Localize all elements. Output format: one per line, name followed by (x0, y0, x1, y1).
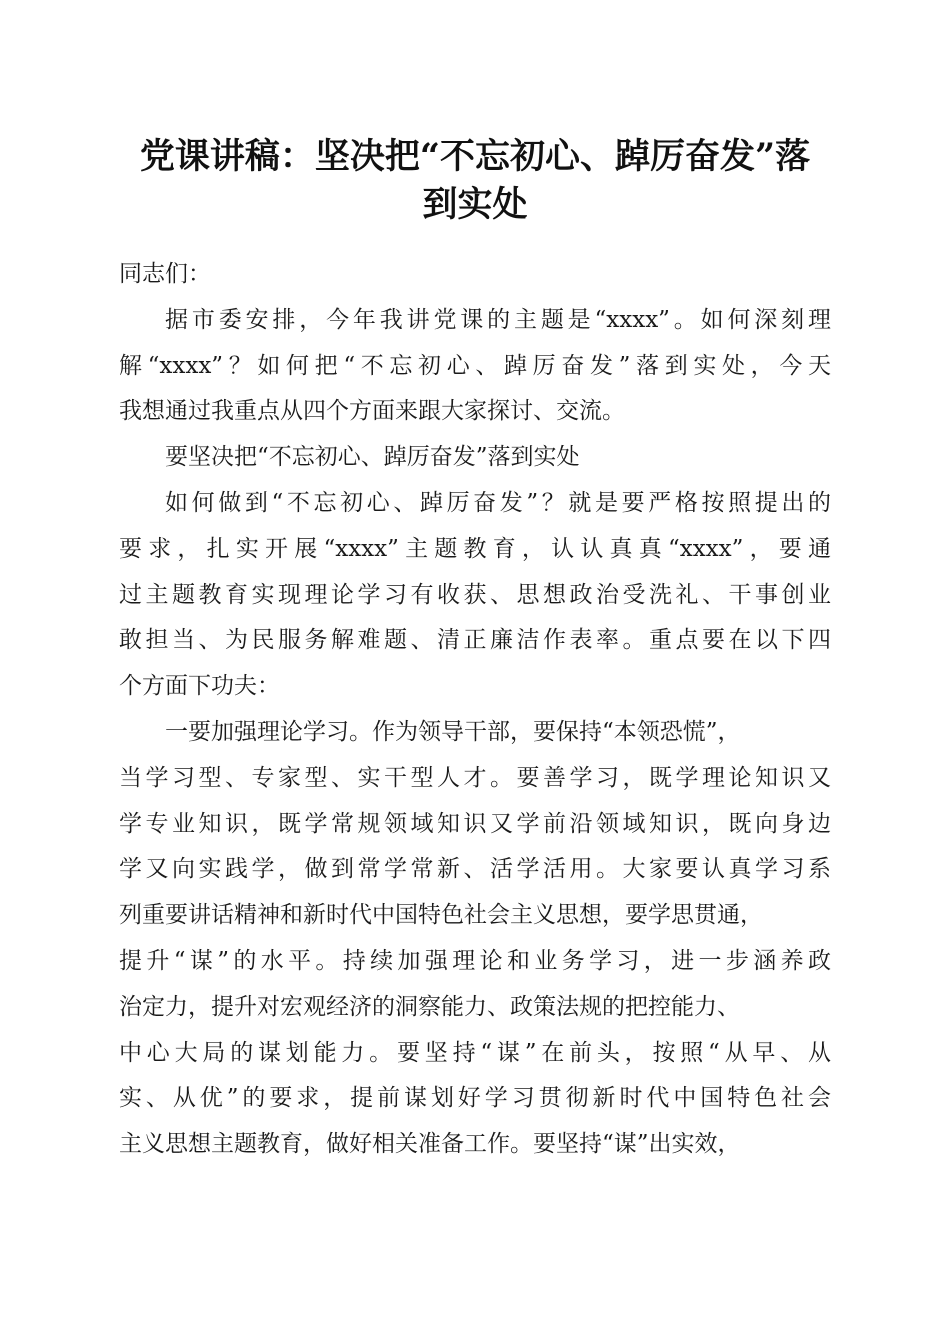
paragraph-line: 主义思想主题教育，做好相关准备工作。要坚持“谋”出实效， (119, 1131, 741, 1158)
paragraph-line: 提升“谋”的水平。持续加强理论和业务学习，进一步涵养政 (119, 947, 831, 974)
paragraph-line: 个方面下功夫： (119, 673, 280, 700)
section-heading-line: 要坚决把“不忘初心、踔厉奋发”落到实处 (165, 444, 580, 471)
document-body (119, 252, 831, 1168)
paragraph-line: 解“xxxx”？如何把“不忘初心、踔厉奋发”落到实处，今天 (119, 352, 831, 379)
paragraph-line: 治定力，提升对宏观经济的洞察能力、政策法规的把控能力、 (119, 993, 740, 1020)
paragraph-line: 要求，扎实开展“xxxx”主题教育，认认真真“xxxx”，要通 (119, 535, 831, 562)
paragraph-4 (119, 710, 831, 1168)
paragraph-line: 学专业知识，既学常规领域知识又学前沿领域知识，既向身边 (119, 810, 831, 837)
paragraph-line: 实、从优”的要求，提前谋划好学习贯彻新时代中国特色社会 (119, 1085, 831, 1112)
paragraph-line: 如何做到“不忘初心、踔厉奋发”？就是要严格按照提出的 (165, 489, 831, 516)
paragraph-line: 我想通过我重点从四个方面来跟大家探讨、交流。 (119, 398, 625, 425)
paragraph-line: 学又向实践学，做到常学常新、活学活用。大家要认真学习系 (119, 856, 831, 883)
salutation: 同志们： (119, 261, 211, 287)
title-line-2: 到实处 (422, 184, 528, 225)
section-heading (119, 435, 831, 481)
paragraph-line: 列重要讲话精神和新时代中国特色社会主义思想，要学思贯通， (119, 902, 763, 929)
paragraph-1 (119, 298, 831, 435)
title-line-1: 党课讲稿：坚决把“不忘初心、踔厉奋发”落 (139, 136, 811, 177)
paragraph-line: 一要加强理论学习。作为领导干部，要保持“本领恐慌”， (165, 718, 741, 745)
document-title (100, 133, 850, 229)
paragraph-line: 当学习型、专家型、实干型人才。要善学习，既学理论知识又 (119, 764, 831, 791)
paragraph-line: 敢担当、为民服务解难题、清正廉洁作表率。重点要在以下四 (119, 627, 831, 654)
paragraph-3 (119, 481, 831, 710)
paragraph-line: 过主题教育实现理论学习有收获、思想政治受洗礼、干事创业 (119, 581, 831, 608)
paragraph-line: 中心大局的谋划能力。要坚持“谋”在前头，按照“从早、从 (119, 1039, 831, 1066)
paragraph-line: 据市委安排，今年我讲党课的主题是“xxxx”。如何深刻理 (165, 306, 831, 333)
